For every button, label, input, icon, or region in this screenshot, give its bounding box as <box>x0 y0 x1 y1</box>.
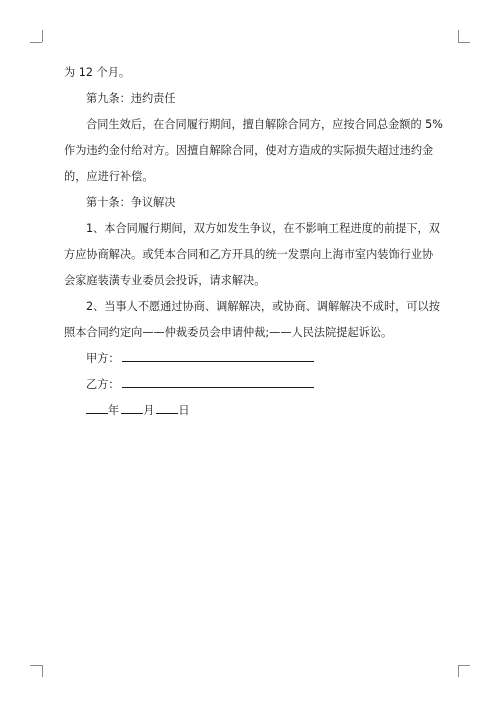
year-blank <box>86 399 108 414</box>
date-row <box>64 398 444 424</box>
party-b-signature-line <box>122 373 314 388</box>
day-label: 日 <box>178 404 190 417</box>
year-label: 年 <box>108 404 120 417</box>
party-b-label: 乙方： <box>86 378 120 391</box>
paragraph-term-continuation: 为 12 个月。 <box>64 66 131 79</box>
party-b-signature-row <box>64 372 444 398</box>
month-label: 月 <box>143 404 155 417</box>
heading-article-10: 第十条：争议解决 <box>86 196 176 209</box>
day-blank <box>156 399 178 414</box>
month-blank <box>121 399 143 414</box>
paragraph-dispute-clause-2: 2、当事人不愿通过协商、调解解决，或协商、调解解决不成时，可以按照本合同约定向——仲裁委员会申请仲裁;——人民法院提起诉讼。 <box>64 300 440 339</box>
heading-article-9: 第九条：违约责任 <box>86 92 176 105</box>
paragraph-breach-liability: 合同生效后，在合同履行期间，擅自解除合同方，应按合同总金额的 5%作为违约金付给对方。因擅自解除合同，使对方造成的实际损失超过违约金的，应进行补偿。 <box>64 118 443 183</box>
party-a-signature-line <box>122 347 314 362</box>
party-a-signature-row <box>64 346 444 372</box>
document-body <box>64 60 444 424</box>
paragraph-dispute-clause-1: 1、本合同履行期间，双方如发生争议，在不影响工程进度的前提下，双方应协商解决。或凭本合同和乙方开具的统一发票向上海市室内装饰行业协会家庭装潢专业委员会投诉，请求解决。 <box>64 222 440 287</box>
party-a-label: 甲方： <box>86 352 120 365</box>
